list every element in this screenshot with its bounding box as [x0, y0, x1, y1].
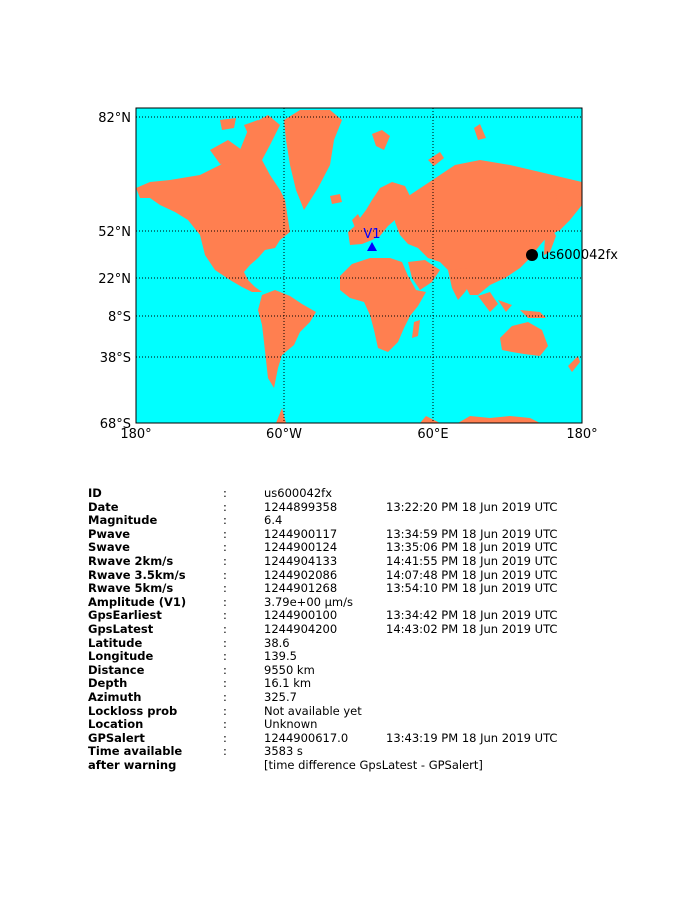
- longitude-label: 60°E: [417, 427, 449, 442]
- info-key: Rwave 3.5km/s: [88, 567, 186, 582]
- info-key: Lockloss prob: [88, 703, 178, 718]
- info-colon: :: [223, 649, 227, 664]
- info-key: Amplitude (V1): [88, 594, 187, 609]
- latitude-label: 8°S: [107, 310, 131, 325]
- info-time: 13:54:10 PM 18 Jun 2019 UTC: [386, 581, 558, 596]
- info-time: 14:41:55 PM 18 Jun 2019 UTC: [386, 553, 558, 568]
- info-value: 3.79e+00 μm/s: [264, 594, 353, 609]
- info-value: us600042fx: [264, 486, 333, 500]
- info-time: 13:22:20 PM 18 Jun 2019 UTC: [386, 499, 558, 514]
- info-value: 1244900117: [264, 526, 338, 541]
- info-value: 1244900617.0: [264, 730, 349, 745]
- info-colon: :: [223, 594, 227, 609]
- event-marker: [526, 249, 538, 261]
- info-colon: :: [223, 676, 227, 691]
- info-colon: :: [223, 608, 227, 623]
- info-value: [time difference GpsLatest - GPSalert]: [264, 757, 483, 772]
- info-value: 9550 km: [264, 662, 315, 677]
- info-key: Time available: [88, 744, 183, 759]
- info-time: 13:35:06 PM 18 Jun 2019 UTC: [386, 540, 558, 555]
- latitude-label: 22°N: [98, 272, 131, 287]
- info-colon: :: [223, 662, 227, 677]
- info-value: 1244900100: [264, 608, 338, 623]
- info-key: Swave: [88, 540, 130, 555]
- info-colon: :: [223, 717, 227, 732]
- info-value: 1244900124: [264, 540, 338, 555]
- info-colon: :: [223, 689, 227, 704]
- latitude-label: 52°N: [98, 225, 131, 240]
- info-key: GpsEarliest: [88, 608, 162, 623]
- info-colon: :: [223, 486, 227, 500]
- event-label: us600042fx: [541, 248, 618, 263]
- info-key: GpsLatest: [88, 621, 154, 636]
- info-key: GPSalert: [88, 730, 145, 745]
- info-key: Latitude: [88, 635, 143, 650]
- info-value: 1244902086: [264, 567, 338, 582]
- info-value: Not available yet: [264, 703, 362, 718]
- longitude-labels: [120, 427, 597, 442]
- latitude-label: 82°N: [98, 111, 131, 126]
- info-time: 14:07:48 PM 18 Jun 2019 UTC: [386, 567, 558, 582]
- info-colon: :: [223, 567, 227, 582]
- info-colon: :: [223, 581, 227, 596]
- info-key: Date: [88, 499, 119, 514]
- info-value: 139.5: [264, 649, 297, 664]
- info-value: 1244904133: [264, 553, 338, 568]
- info-time: 14:43:02 PM 18 Jun 2019 UTC: [386, 621, 558, 636]
- info-key: after warning: [88, 757, 177, 772]
- info-key: Azimuth: [88, 689, 142, 704]
- info-value: 38.6: [264, 635, 290, 650]
- info-time: 13:43:19 PM 18 Jun 2019 UTC: [386, 730, 558, 745]
- info-time: 13:34:59 PM 18 Jun 2019 UTC: [386, 526, 558, 541]
- info-key: Magnitude: [88, 513, 158, 528]
- longitude-label: 180°: [120, 427, 152, 442]
- info-value: 1244904200: [264, 621, 338, 636]
- info-value: 16.1 km: [264, 676, 312, 691]
- longitude-label: 60°W: [266, 427, 302, 442]
- info-colon: :: [223, 540, 227, 555]
- info-colon: :: [223, 621, 227, 636]
- info-key: Location: [88, 717, 144, 732]
- info-colon: :: [223, 703, 227, 718]
- info-key: Pwave: [88, 526, 131, 541]
- info-key: ID: [88, 486, 102, 500]
- latitude-label: 68°S: [99, 417, 131, 432]
- info-colon: :: [223, 744, 227, 759]
- info-value: 325.7: [264, 689, 297, 704]
- info-key: Rwave 5km/s: [88, 581, 174, 596]
- info-key: Distance: [88, 662, 145, 677]
- info-key: Rwave 2km/s: [88, 553, 174, 568]
- info-colon: :: [223, 635, 227, 650]
- info-colon: :: [223, 553, 227, 568]
- info-key: Depth: [88, 676, 128, 691]
- latitude-labels: [98, 111, 131, 432]
- info-colon: :: [223, 513, 227, 528]
- info-value: 1244901268: [264, 581, 338, 596]
- info-key: Longitude: [88, 649, 154, 664]
- info-colon: :: [223, 730, 227, 745]
- info-value: 6.4: [264, 513, 283, 528]
- info-colon: :: [223, 526, 227, 541]
- info-value: 3583 s: [264, 744, 303, 759]
- info-value: 1244899358: [264, 499, 338, 514]
- station-label: V1: [363, 227, 381, 242]
- info-time: 13:34:42 PM 18 Jun 2019 UTC: [386, 608, 558, 623]
- latitude-label: 38°S: [99, 351, 131, 366]
- info-colon: :: [223, 499, 227, 514]
- longitude-label: 180°: [566, 427, 598, 442]
- info-value: Unknown: [264, 717, 318, 732]
